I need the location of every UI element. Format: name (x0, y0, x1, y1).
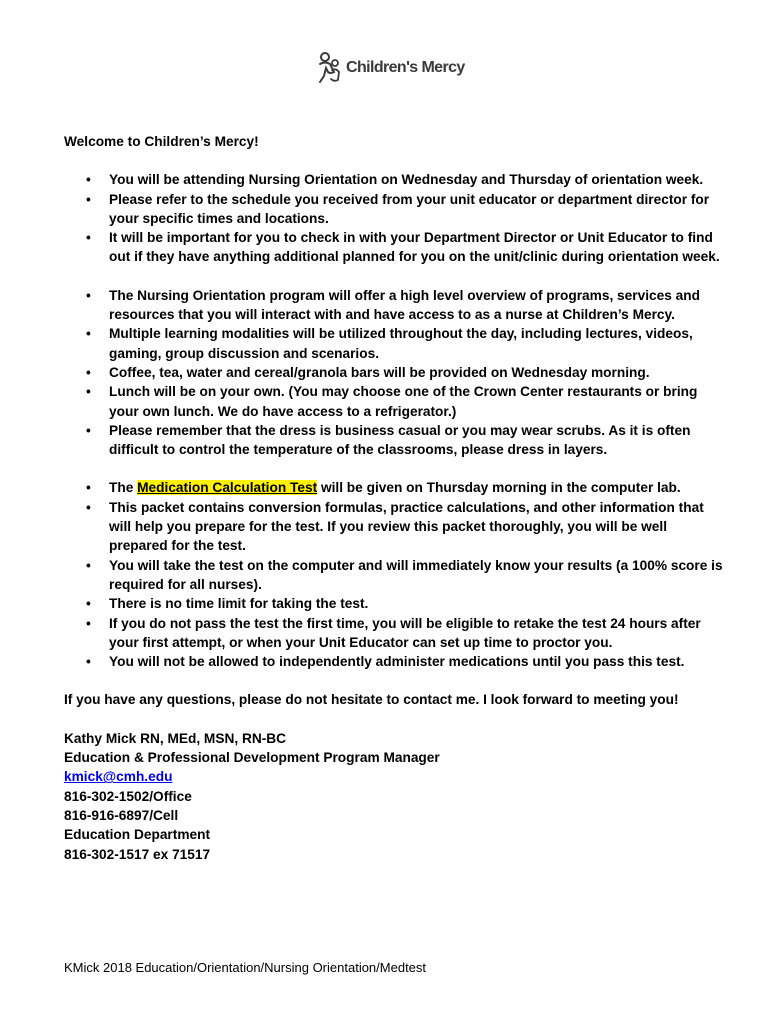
page-footer: KMick 2018 Education/Orientation/Nursing Orientation/Medtest (64, 960, 427, 975)
medication-calculation-test-highlight: Medication Calculation Test (137, 480, 318, 496)
list-item: • The Nursing Orientation program will offer a high level overview of programs, services and resources that you will interact with and have access to as a nurse at Children’s Mercy. (64, 286, 724, 325)
list-item: • Please refer to the schedule you received from your unit educator or department director for your specific times and locations. (64, 190, 724, 229)
greeting: Welcome to Children’s Mercy! (64, 134, 259, 149)
department-name: Education Department (64, 827, 211, 843)
signature-title: Education & Professional Development Program Manager (64, 750, 440, 766)
list-item: • There is no time limit for taking the test. (64, 594, 724, 613)
test-intro-text: The (109, 480, 138, 496)
childrens-mercy-logo (316, 52, 465, 84)
department-phone: 816-302-1517 ex 71517 (64, 846, 211, 862)
test-intro-rest: will be given on Thursday morning in the computer lab. (317, 480, 681, 496)
orientation-info-list (64, 170, 724, 266)
list-item: • You will be attending Nursing Orientation on Wednesday and Thursday of orientation week. (64, 170, 724, 189)
logo-text: Children's Mercy (346, 59, 465, 76)
list-item: • You will not be allowed to independently administer medications until you pass this test. (64, 652, 724, 671)
email-link[interactable]: kmick@cmh.edu (64, 769, 173, 785)
list-item: • It will be important for you to check in with your Department Director or Unit Educator to find out if they have anything additional planned for you on the unit/clinic during orientation week. (64, 228, 724, 267)
program-info-list (64, 286, 724, 460)
list-item (64, 478, 724, 497)
list-item: • This packet contains conversion formulas, practice calculations, and other information that will help you prepare for the test. If you review this packet thoroughly, you will be well prepared for the test. (64, 498, 724, 556)
office-phone: 816-302-1502/Office (64, 788, 192, 804)
closing-line: If you have any questions, please do not hesitate to contact me. I look forward to meeting you! (64, 692, 679, 708)
childrens-mercy-figure-icon (316, 52, 342, 84)
list-item: • Coffee, tea, water and cereal/granola bars will be provided on Wednesday morning. (64, 363, 724, 382)
list-item: • You will take the test on the computer and will immediately know your results (a 100% score is required for all nurses). (64, 556, 724, 595)
medication-test-list (64, 478, 724, 671)
signature-block (64, 729, 724, 864)
list-item: • Please remember that the dress is business casual or you may wear scrubs. As it is often difficult to control the temperature of the classrooms, please dress in layers. (64, 421, 724, 460)
cell-phone: 816-916-6897/Cell (64, 807, 179, 823)
list-item: • Lunch will be on your own. (You may choose one of the Crown Center restaurants or bring your own lunch. We do have access to a refrigerator.) (64, 382, 724, 421)
list-item: • If you do not pass the test the first time, you will be eligible to retake the test 24 hours after your first attempt, or when your Unit Educator can set up time to proctor you. (64, 614, 724, 653)
list-item: • Multiple learning modalities will be utilized throughout the day, including lectures, videos, gaming, group discussion and scenarios. (64, 324, 724, 363)
letter-body (64, 132, 724, 864)
signature-name: Kathy Mick RN, MEd, MSN, RN-BC (64, 730, 287, 746)
